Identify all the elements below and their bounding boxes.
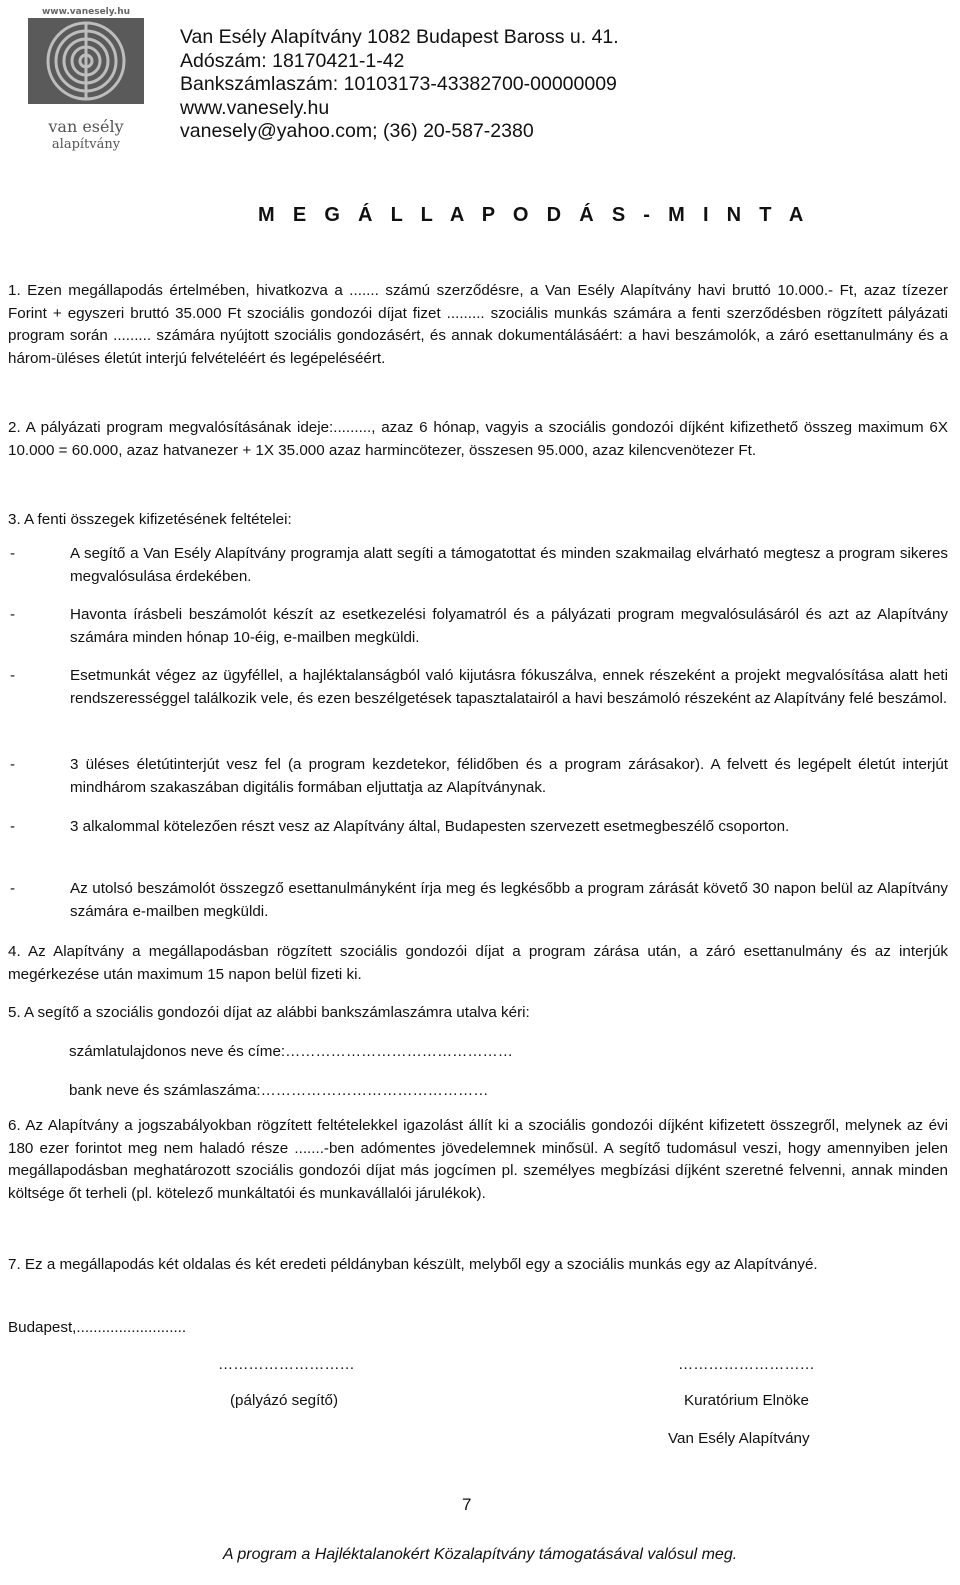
labyrinth-logo-icon (22, 4, 150, 152)
logo-url: www.vanesely.hu (41, 7, 131, 17)
section-1 (8, 280, 948, 370)
section-3-text: 3. A fenti összegek kifizetésének feltételei: (8, 511, 292, 528)
section-6-text: 6. Az Alapítvány a jogszabályokban rögzített feltételekkel igazolást állít ki a szociális gondozói díjként kifizetett összegről, melynek az évi 180 ezer forintot meg nem haladó része .......-ben adómentes jövedelemnek minősül. A segítő tudomásul veszi, hogy amennyiben jelen megállapodásban meghatározott szociális gondozói díjat más jogcímen pl. személyes megbízási díjként szeretné felvenni, annak minden költsége őt terheli (pl. kötelező munkáltatói és munkavállalói járulékok). (8, 1117, 948, 1202)
place-date: Budapest,.......................... (8, 1319, 187, 1336)
signature-line-left: ……………………… (218, 1356, 355, 1373)
bullet-dash: - (10, 818, 16, 835)
bullet-text: Az utolsó beszámolót összegző esettanulmányként írja meg és legkésőbb a program zárását követő 30 napon belül az Alapítvány számára e-mailben megküldi. (70, 880, 948, 920)
section-6 (8, 1115, 948, 1205)
foundation-logo (22, 4, 150, 152)
bullet-5 (8, 816, 948, 839)
bullet-dash: - (10, 545, 16, 562)
section-5-text: 5. A segítő a szociális gondozói díjat az alábbi bankszámlaszámra utalva kéri: (8, 1004, 530, 1021)
bullet-text: 3 üléses életútinterjút vesz fel (a program kezdetekor, félidőben és a program zárásakor). A felvett és legépelt életút interjút mindhárom szakaszában digitális formában eljuttatja az Alapítványnak. (70, 756, 948, 796)
signature-label-board-chair: Kuratórium Elnöke (684, 1392, 809, 1409)
page-number: 7 (462, 1495, 472, 1514)
bullet-text: Havonta írásbeli beszámolót készít az esetkezelési folyamatról és a pályázati program megvalósulásáról és azt az Alapítvány számára minden hónap 10-éig, e-mailben megküldi. (70, 606, 948, 646)
bullet-dash: - (10, 756, 16, 773)
bullet-text: A segítő a Van Esély Alapítvány programja alatt segíti a támogatottat és minden szakmailag elvárható megtesz a program sikeres megvalósulása érdekében. (70, 545, 948, 585)
section-1-text: 1. Ezen megállapodás értelmében, hivatkozva a ....... számú szerződésre, a Van Esély Alapítvány havi bruttó 10.000.- Ft, azaz tízezer Forint + egyszeri bruttó 35.000 Ft szociális gondozói díjat fizet ......... szociális munkás számára a fenti szerződésben rögzített pályázati program során ......... számára nyújtott szociális gondozásért, és annak dokumentálásáért: a havi beszámolók, a záró esettanulmány és a három-üléses életút interjú felvételéért és legépeléséért. (8, 282, 948, 367)
bullet-3 (8, 665, 948, 710)
signature-label-applicant: (pályázó segítő) (230, 1392, 339, 1409)
section-4-text: 4. Az Alapítvány a megállapodásban rögzített szociális gondozói díjat a program zárása után, a záró esettanulmány és az interjúk megérkezése után maximum 15 napon belül fizeti ki. (8, 943, 948, 983)
section-3 (8, 509, 948, 532)
bullet-dash: - (10, 667, 16, 684)
bullet-text: 3 alkalommal kötelezően részt vesz az Alapítvány által, Budapesten szervezett esetmegbeszélő csoporton. (70, 818, 790, 835)
letterhead (180, 26, 619, 144)
logo-name-line1: van esély (48, 117, 124, 136)
bullet-text: Esetmunkát végez az ügyféllel, a hajléktalanságból való kijutásra fókuszálva, ennek részeként a projekt megvalósítása alatt heti rendszerességgel találkozik vele, és ezen beszélgetések tapasztalatairól a havi beszámoló részeként az Alapítvány felé beszámol. (70, 667, 948, 707)
bullet-6 (8, 878, 948, 923)
account-owner-line: számlatulajdonos neve és címe:……………………………………… (69, 1043, 513, 1060)
section-2 (8, 417, 948, 462)
bullet-dash: - (10, 880, 16, 897)
bullet-1 (8, 543, 948, 588)
bullet-4 (8, 754, 948, 799)
header-email-phone: vanesely@yahoo.com; (36) 20-587-2380 (180, 120, 534, 142)
header-tax-id: Adószám: 18170421-1-42 (180, 49, 405, 72)
logo-name-line2: alapítvány (51, 137, 121, 152)
header-website: www.vanesely.hu (180, 96, 330, 119)
header-bank-account: Bankszámlaszám: 10103173-43382700-00000009 (180, 73, 617, 95)
section-4 (8, 941, 948, 986)
signature-line-right: ……………………… (678, 1356, 815, 1373)
section-2-text: 2. A pályázati program megvalósításának ideje:........., azaz 6 hónap, vagyis a szociális gondozói díjként kifizethető összeg maximum 6X 10.000 = 60.000, azaz hatvanezer + 1X 35.000 azaz harmincötezer, összesen 95.000, azaz kilencvenötezer Ft. (8, 419, 948, 459)
bullet-dash: - (10, 606, 16, 623)
section-7 (8, 1254, 948, 1277)
signature-organization: Van Esély Alapítvány (668, 1430, 810, 1447)
bank-account-line: bank neve és számlaszáma:……………………………………… (69, 1082, 489, 1099)
section-7-text: 7. Ez a megállapodás két oldalas és két eredeti példányban készült, melyből egy a szociális munkás egy az Alapítványé. (8, 1256, 818, 1273)
section-5 (8, 1002, 948, 1025)
bullet-2 (8, 604, 948, 649)
document-title: M E G Á L L A P O D Á S - M I N T A (258, 204, 810, 226)
footer-note: A program a Hajléktalanokért Közalapítvány támogatásával valósul meg. (222, 1546, 738, 1563)
header-address: Van Esély Alapítvány 1082 Budapest Baross u. 41. (180, 26, 619, 48)
